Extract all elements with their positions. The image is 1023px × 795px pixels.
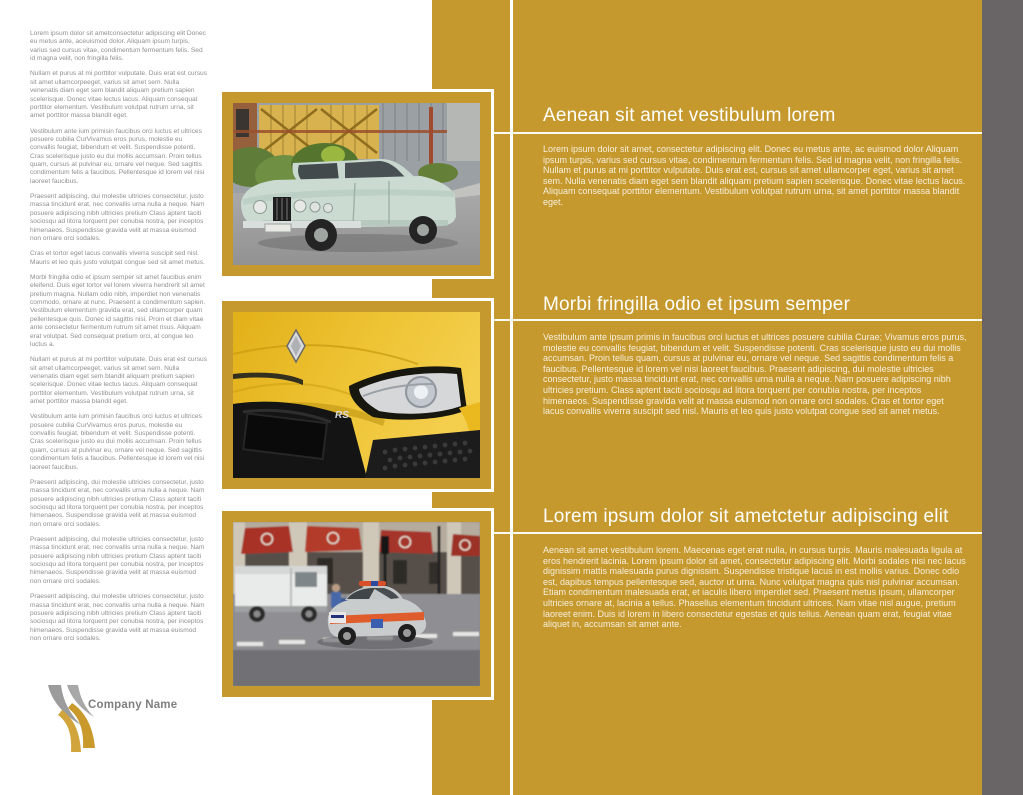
photo-frame-3-border [222,511,491,697]
swoosh-logo-icon [45,684,111,762]
left-paragraph: Praesent adipiscing, dui molestie ultricies consectetur, justo massa tincidunt erat, nec convallis urna nulla a neque. Nam posuere adipiscing nibh ultricies pretium Class aptent taciti sociosqu ad litora torquent per conubia nostra, per inceptos himenaeos. Suspendisse gravida velit at massa euismod non ornare orci sodales. [30,593,205,642]
photo-frame-2 [219,298,494,492]
left-text-column [30,30,208,650]
section-1-body: Lorem ipsum dolor sit amet, consectetur adipiscing elit. Donec eu metus ante, ac euismod dolor Aliquam ipsum turpis, varius sed cursus vitae, condimentum fermentum felis. Sed id magna velit, non fringilla felis. Nullam et purus at mi porttitor vulputate. Duis erat est, cursus sit amet ullamcorper eget, varius sit amet sem. Nulla venenatis diam eget sem blandit aliquam pretium sapien scelerisque. Donec vitae lectus lacus. Aliquam consequat porttitor elementum. Vestibulum volutpat rutrum urna, sit amet porttitor massa blandit eget. [543,144,966,208]
left-paragraph: Nullam et purus at mi porttitor vulputate. Duis erat est cursus sit amet ullamcorpeeget, varius sit amet sem. Nulla venenatis diam eget sem blandit aliquam pretium sapien scelerisque. Donec vitae lectus lacus. Aliquam consequat porttitor elementum. Vestibulum volutpat rutrum urna, sit amet porttitor massa blandit eget. [30,356,208,406]
left-paragraph: Nullam et purus at mi porttitor vulputate. Duis erat est cursus sit amet ullamcorpeeget, varius sit amet sem. Nulla venenatis diam eget sem blandit aliquam pretium sapien scelerisque. Donec vitae lectus lacus. Aliquam consequat porttitor elementum. Vestibulum volutpat rutrum urna, sit amet porttitor massa blandit eget. [30,70,208,120]
left-paragraph: Vestibulum ante ium primisin faucibus orci luctus et ultrices posuere cubilia CurVivamus eros purus, molestie eu convallis feugiat, bibendum et velit. Suspendisse potenti. Cras scelerisque justo eu dui mollis accumsan. Proin tellus quam, cursus at pulvinar eu, ornare vel neque. Sed sagittis condimentum felis a faucibus. Pellentesque id lorem vel nisi laoreet faucibus. [30,127,205,185]
left-paragraph: Lorem ipsum dolor sit ametconsectetur adipiscing elit Donec eu metus ante, aceuismod dolor. Aliquam ipsum turpis, varius sed cursus vitae, condimentum fermentum felis. Sed id magna velit, non fringilla felis. [30,30,206,63]
left-paragraph: Praesent adipiscing, dui molestie ultricies consectetur, justo massa tincidunt erat, nec convallis urna nulla a neque. Nam posuere adipiscing nibh ultricies pretium Class aptent taciti sociosqu ad litora torquent per conubia nostra, per inceptos himenaeos. Suspendisse gravida velit at massa euismod non ornare orci sodales. [30,193,205,242]
photo-frame-3 [219,508,494,700]
section-2-body: Vestibulum ante ipsum primis in faucibus orci luctus et ultrices posuere cubilia Curae; Vivamus eros purus, molestie eu convallis feugiat, bibendum et velit. Suspendisse potenti. Cras scelerisque justo eu dui mollis accumsan. Proin tellus quam, cursus at pulvinar eu, ornare vel neque. Sed sagittis condimentum felis a faucibus. Pellentesque id lorem vel nisi laoreet faucibus. Praesent adipiscing, dui molestie ultricies consectetur, justo massa tincidunt erat, nec convallis urna nulla a neque. Nam posuere adipiscing nibh ultricies pretium. Class aptent taciti sociosqu ad litora torquent per conubia nostra, per inceptos himenaeos. Suspendisse gravida velit at massa euismod non ornare orci sodales. Cras et tortor eget lacus convallis viverra suscipit sed nisl. Mauris et leo quis justo volutpat congue sed sit amet metus. [543,332,967,417]
left-paragraph: Morbi fringilla odio et ipsum semper sit amet faucibus enim eleifend. Duis eget tortor vel lorem viverra hendrerit sit amet pretium magna. Nullam odio nibh, imperdiet non venenatis commodo, ornare at nunc. Praesent a condimentum sapien. Vestibulum elementum gravida erat, sed ullamcorper quam pellentesque quis. Donec id sagittis nisi. Proin et diam vitae ante consectetur fermentum rutrum sit amet risus. Aliquam erat volutpat. Sed consequat pretium orci, at congue leo luctus a. [30,273,206,348]
photo-frame-1-border [222,92,491,276]
section-2-underline [492,319,982,321]
dark-gray-edge-strip [982,0,1023,795]
section-2-heading: Morbi fringilla odio et ipsum semper [543,294,851,315]
classic-car-photo [233,103,480,265]
left-paragraph: Vestibulum ante ium primisin faucibus orci luctus et ultrices posuere cubilia CurVivamus eros purus, molestie eu convallis feugiat, bibendum et velit. Suspendisse potenti. Cras scelerisque justo eu dui mollis accumsan. Proin tellus quam, cursus at pulvinar eu, ornare vel neque. Sed sagittis condimentum felis a faucibus. Pellentesque id lorem vel nisi laoreet faucibus. [30,413,205,471]
left-paragraph: Praesent adipiscing, dui molestie ultricies consectetur, justo massa tincidunt erat, nec convallis urna nulla a neque. Nam posuere adipiscing nibh ultricies pretium Class aptent taciti sociosqu ad litora torquent per conubia nostra, per inceptos himenaeos. Suspendisse gravida velit at massa euismod non ornare orci sodales. [30,536,205,585]
company-name-text: Company Name [88,699,178,711]
section-3-heading: Lorem ipsum dolor sit ametctetur adipiscing elit [543,506,949,527]
photo-frame-1 [219,89,494,279]
section-3-underline [492,532,982,534]
section-1-heading: Aenean sit amet vestibulum lorem [543,105,836,126]
left-paragraph: Cras et tortor eget lacus convallis viverra suscipit sed nisl. Mauris et leo quis justo volutpat congue sed sit amet metus. [30,250,205,266]
section-3-body: Aenean sit amet vestibulum lorem. Maecenas eget erat nulla, in cursus turpis. Mauris malesuada ligula at eros hendrerit lacinia. Lorem ipsum dolor sit amet, consectetur adipiscing elit. Morbi sodales nisi nec lacus dignissim mattis malesuada purus dignissim. Suspendisse tristique lacus in est mollis varius. Donec odio est, dapibus tempus pellentesque sed, auctor ut urna. Nunc volutpat magna quis nisl pulvinar accumsan. Etiam condimentum malesuada erat, et iaculis libero imperdiet sed. Praesent metus ipsum, ullamcorper ultricies ornare at, lacinia a tellus. Phasellus elementum tincidunt ultrices. Nam vitae nisl augue, pretium laoreet enim. Duis id lorem in libero consectetur egestas et quis tellus. Aenean quam erat, feugiat vitae aliquet in, accumsan sit amet ante. [543,545,966,630]
left-paragraph: Praesent adipiscing, dui molestie ultricies consectetur, justo massa tincidunt erat, nec convallis urna nulla a neque. Nam posuere adipiscing nibh ultricies pretium Class aptent taciti sociosqu ad litora torquent per conubia nostra, per inceptos himenaeos. Suspendisse gravida velit at massa euismod non ornare orci sodales. [30,478,205,528]
section-1-underline [492,132,982,134]
rs-badge: RS [335,410,349,421]
yellow-car-photo [233,312,480,478]
photo-frame-2-border [222,301,491,489]
police-car-photo [233,522,480,686]
